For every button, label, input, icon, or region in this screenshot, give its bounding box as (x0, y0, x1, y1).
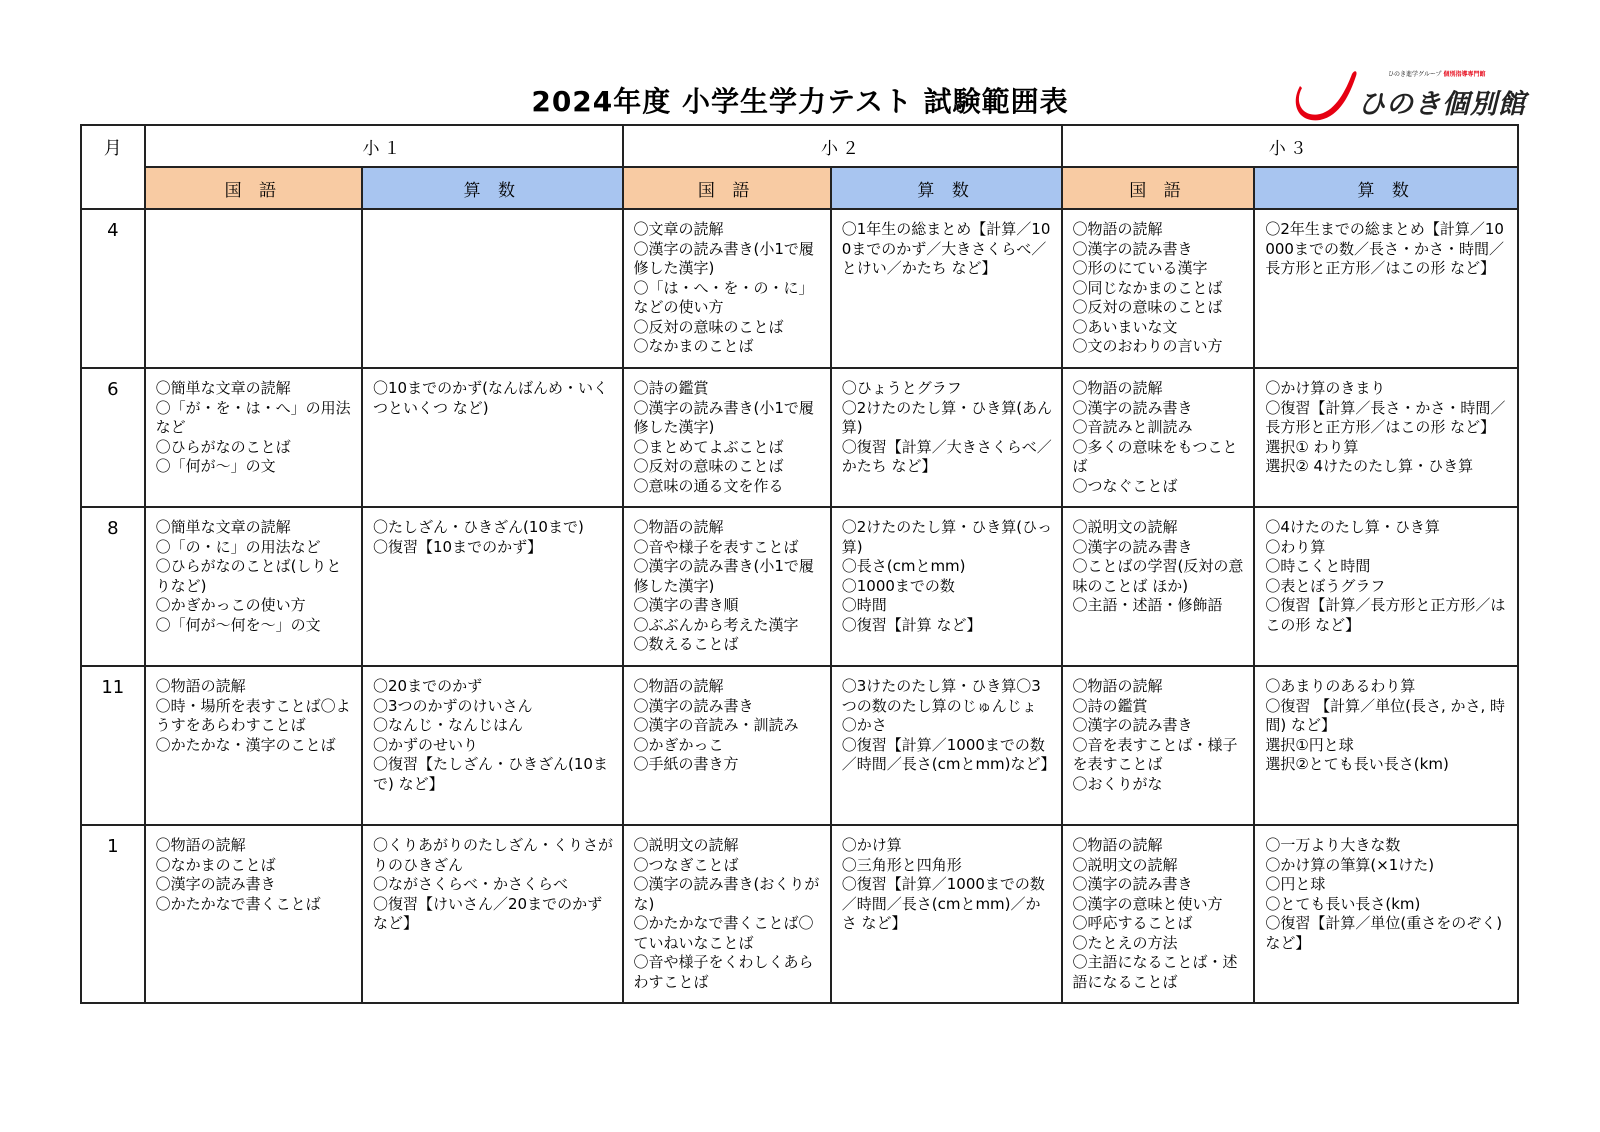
range-item: 〇文のおわりの言い方 (1072, 337, 1223, 355)
range-item: 〇簡単な文章の読解 (155, 379, 291, 397)
grade-header-2: 小２ (623, 125, 1062, 167)
range-item: 〇かたかなで書くことば (155, 894, 321, 913)
range-item: 〇物語の読解 (155, 836, 246, 854)
month-header: 月 (81, 125, 145, 209)
range-item: 〇まとめてよぶことば (633, 437, 784, 456)
range-item: 〇かけ算 (841, 836, 902, 854)
subject-header-kokugo: 国 語 (1062, 167, 1255, 209)
range-item: 〇「何が～」の文 (155, 457, 276, 475)
range-item: 選択② 4けたのたし算・ひき算 (1265, 457, 1474, 475)
range-cell (831, 209, 1062, 368)
range-item: 選択①円と球 (1265, 735, 1354, 754)
range-item: 〇20までのかず (373, 677, 483, 695)
range-item: 〇音や様子を表すことば (633, 537, 799, 556)
range-item: 〇漢字の読み書き(小1で履修した漢字) (633, 239, 814, 277)
range-item: 〇10までのかず(なんばんめ・いくつといくつ など) (373, 379, 608, 417)
range-item: 〇つなぎことば (633, 855, 739, 874)
range-item: 〇呼応することば (1072, 914, 1193, 932)
range-item: 〇手紙の書き方 (633, 755, 739, 773)
range-cell (623, 368, 831, 507)
range-cell (831, 825, 1062, 1003)
range-item: 〇主語・述語・修飾語 (1072, 596, 1223, 614)
range-item: 〇復習【けいさん／20までのかず など】 (373, 894, 603, 932)
range-item: 〇漢字の読み書き(小1で履修した漢字) (633, 557, 814, 595)
range-item: 〇たとえの方法 (1072, 933, 1178, 952)
table-row (81, 666, 1518, 825)
month-cell: 11 (81, 666, 145, 825)
range-item: 〇説明文の読解 (1072, 855, 1178, 874)
range-item: 〇復習 【計算／単位(長さ, かさ, 時間) など】 (1265, 696, 1506, 734)
range-item: 〇つなぐことば (1072, 476, 1178, 495)
range-item: 〇物語の読解 (155, 677, 246, 695)
range-cell (145, 209, 362, 368)
range-item: 選択②とても長い長さ(km) (1265, 755, 1449, 773)
range-item: 〇長さ(cmとmm) (841, 557, 966, 575)
range-item: 〇かぎかっこ (633, 735, 724, 754)
range-item: 〇漢字の読み書き (1072, 537, 1193, 556)
range-item: 〇なかまのことば (633, 337, 754, 355)
range-item: 〇詩の鑑賞 (1072, 696, 1148, 715)
range-cell (831, 507, 1062, 666)
range-item: 〇1000までの数 (841, 576, 955, 595)
range-item: 〇ぶぶんから考えた漢字 (633, 615, 799, 634)
range-item: 〇漢字の読み書き (1072, 398, 1193, 417)
range-item: 〇漢字の音読み・訓読み (633, 716, 799, 734)
range-item: 〇同じなかまのことば (1072, 278, 1223, 297)
range-item: 〇復習【たしざん・ひきざん(10まで) など】 (373, 755, 608, 793)
range-item: 〇時間 (841, 596, 887, 614)
range-item: 〇2年生までの総まとめ【計算／10000までの数／長さ・かさ・時間／長方形と正方形／はこの形 など】 (1265, 220, 1504, 277)
range-item: 〇時こくと時間 (1265, 557, 1371, 575)
range-item: 〇主語になることば・述語になることば (1072, 953, 1238, 991)
range-item: 〇多くの意味をもつことば (1072, 437, 1238, 475)
logo-brand: ひのき個別館 (1358, 89, 1526, 120)
range-item: 〇物語の読解 (1072, 220, 1163, 238)
range-item: 〇あいまいな文 (1072, 317, 1178, 336)
range-item: 〇あまりのあるわり算 (1265, 677, 1416, 695)
range-item: 〇「は・へ・を・の・に」などの使い方 (633, 278, 814, 316)
table-row (81, 209, 1518, 368)
range-item: 〇「が・を・は・へ」の用法など (155, 398, 351, 436)
logo-swoosh-icon (1292, 68, 1362, 122)
range-cell (145, 507, 362, 666)
range-item: 〇「の・に」の用法など (155, 537, 321, 556)
range-item: 〇かぎかっこの使い方 (155, 596, 306, 614)
table-row (81, 507, 1518, 666)
range-item: 〇漢字の意味と使い方 (1072, 894, 1223, 913)
range-item: 〇とても長い長さ(km) (1265, 894, 1421, 913)
grade-header-3: 小３ (1062, 125, 1518, 167)
range-item: 〇形のにている漢字 (1072, 259, 1208, 277)
table-row (81, 825, 1518, 1003)
range-item: 〇ひょうとグラフ (841, 379, 962, 397)
range-item: 〇2けたのたし算・ひき算(あん算) (841, 398, 1053, 436)
range-item: 〇かさ (841, 716, 887, 734)
range-item: 〇一万より大きな数 (1265, 836, 1401, 854)
range-item: 〇たしざん・ひきざん(10まで) (373, 518, 584, 536)
range-item: 〇なかまのことば (155, 855, 276, 874)
range-item: 〇反対の意味のことば (633, 457, 784, 475)
range-cell (623, 666, 831, 825)
range-cell (1254, 666, 1518, 825)
range-item: 〇かたかなで書くことば〇ていねいなことば (633, 914, 814, 952)
range-item: 〇漢字の読み書き (155, 875, 276, 893)
range-item: 〇漢字の読み書き (1072, 875, 1193, 893)
range-item: 〇意味の通る文を作る (633, 476, 784, 495)
range-item: 〇復習【計算／長さ・かさ・時間／長方形と正方形／はこの形 など】 (1265, 398, 1506, 436)
range-item: 〇復習【計算／1000までの数／時間／長さ(cmとmm)／かさ など】 (841, 875, 1045, 932)
range-item: 〇復習【計算／1000までの数／時間／長さ(cmとmm)など】 (841, 735, 1056, 773)
range-item: 選択① わり算 (1265, 437, 1359, 456)
range-item: 〇物語の読解 (1072, 677, 1163, 695)
subject-header-sansu: 算 数 (1254, 167, 1518, 209)
range-item: 〇復習【計算／長方形と正方形／はこの形 など】 (1265, 596, 1506, 634)
range-item: 〇かずのせいり (373, 735, 479, 754)
range-cell (362, 825, 623, 1003)
range-item: 〇2けたのたし算・ひき算(ひっ算) (841, 518, 1053, 556)
range-item: 〇説明文の読解 (1072, 518, 1178, 536)
range-item: 〇ひらがなのことば(しりとりなど) (155, 557, 342, 595)
range-item: 〇文章の読解 (633, 220, 724, 238)
grade-header-1: 小１ (145, 125, 623, 167)
range-cell (1062, 666, 1255, 825)
month-cell: 6 (81, 368, 145, 507)
range-item: 〇かけ算の筆算(×1けた) (1265, 855, 1435, 874)
range-item: 〇復習【計算／大きさくらべ／かたち など】 (841, 437, 1052, 475)
range-item: 〇復習【計算／単位(重さをのぞく) など】 (1265, 914, 1503, 952)
range-cell (145, 666, 362, 825)
page-title: 2024年度 小学生学力テスト 試験範囲表 (531, 85, 1069, 118)
range-item: 〇なんじ・なんじはん (373, 716, 524, 734)
range-item: 〇くりあがりのたしざん・くりさがりのひきざん (373, 836, 614, 874)
range-item: 〇4けたのたし算・ひき算 (1265, 518, 1440, 536)
table-row (81, 368, 1518, 507)
range-item: 〇漢字の読み書き (1072, 716, 1193, 734)
logo-tagline-red: 個別指導専門館 (1443, 71, 1486, 78)
range-item: 〇物語の読解 (633, 518, 724, 536)
range-item: 〇ひらがなのことば (155, 437, 291, 456)
range-item: 〇詩の鑑賞 (633, 379, 709, 397)
range-item: 〇ながさくらべ・かさくらべ (373, 875, 569, 893)
range-item: 〇1年生の総まとめ【計算／100までのかず／大きさくらべ／とけい／かたち など】 (841, 220, 1051, 277)
range-item: 〇反対の意味のことば (1072, 298, 1223, 316)
range-item: 〇簡単な文章の読解 (155, 518, 291, 536)
range-item: 〇説明文の読解 (633, 836, 739, 854)
subject-header-kokugo: 国 語 (623, 167, 831, 209)
range-cell (362, 209, 623, 368)
range-item: 〇物語の読解 (1072, 836, 1163, 854)
table-body (81, 209, 1518, 1003)
range-item: 〇漢字の書き順 (633, 596, 739, 614)
range-item: 〇物語の読解 (633, 677, 724, 695)
range-item: 〇時・場所を表すことば〇ようすをあらわすことば (155, 696, 351, 734)
range-item: 〇物語の読解 (1072, 379, 1163, 397)
range-cell (1254, 209, 1518, 368)
range-cell (831, 368, 1062, 507)
month-cell: 1 (81, 825, 145, 1003)
range-cell (1062, 507, 1255, 666)
range-cell (1254, 507, 1518, 666)
range-cell (1062, 368, 1255, 507)
range-cell (362, 507, 623, 666)
subject-header-sansu: 算 数 (362, 167, 623, 209)
subject-header-sansu: 算 数 (831, 167, 1062, 209)
range-cell (145, 825, 362, 1003)
logo-tagline (1388, 69, 1485, 78)
range-item: 〇かけ算のきまり (1265, 379, 1386, 397)
range-item: 〇三角形と四角形 (841, 855, 962, 874)
month-cell: 4 (81, 209, 145, 368)
range-item: 〇音を表すことば・様子を表すことば (1072, 735, 1238, 773)
exam-range-table (80, 124, 1519, 1004)
range-cell (623, 507, 831, 666)
range-item: 〇「何が～何を～」の文 (155, 615, 321, 634)
range-cell (623, 825, 831, 1003)
range-item: 〇音読みと訓読み (1072, 418, 1193, 436)
range-item: 〇3けたのたし算・ひき算〇3つの数のたし算のじゅんじょ (841, 677, 1041, 715)
logo (1292, 66, 1526, 124)
logo-tagline-prefix: ひのき進学グループ (1388, 71, 1442, 78)
range-cell (1254, 825, 1518, 1003)
month-cell: 8 (81, 507, 145, 666)
range-cell (623, 209, 831, 368)
range-cell (1254, 368, 1518, 507)
range-item: 〇数えることば (633, 635, 739, 653)
range-item: 〇漢字の読み書き(小1で履修した漢字) (633, 398, 814, 436)
range-cell (831, 666, 1062, 825)
range-cell (362, 666, 623, 825)
range-cell (1062, 825, 1255, 1003)
range-item: 〇漢字の読み書き(おくりがな) (633, 875, 820, 913)
range-item: 〇復習【計算 など】 (841, 615, 982, 634)
range-item: 〇音や様子をくわしくあらわすことば (633, 953, 814, 991)
range-item: 〇おくりがな (1072, 774, 1163, 793)
range-item: 〇表とぼうグラフ (1265, 576, 1386, 595)
range-item: 〇3つのかずのけいさん (373, 696, 533, 715)
range-item: 〇漢字の読み書き (1072, 239, 1193, 258)
range-item: 〇ことばの学習(反対の意味のことば ほか) (1072, 557, 1244, 595)
range-item: 〇漢字の読み書き (633, 696, 754, 715)
range-item: 〇わり算 (1265, 537, 1326, 556)
range-cell (362, 368, 623, 507)
range-item: 〇円と球 (1265, 875, 1326, 893)
subject-header-kokugo: 国 語 (145, 167, 362, 209)
range-item: 〇復習【10までのかず】 (373, 537, 543, 556)
range-item: 〇反対の意味のことば (633, 317, 784, 336)
range-cell (145, 368, 362, 507)
range-item: 〇かたかな・漢字のことば (155, 735, 336, 754)
range-cell (1062, 209, 1255, 368)
